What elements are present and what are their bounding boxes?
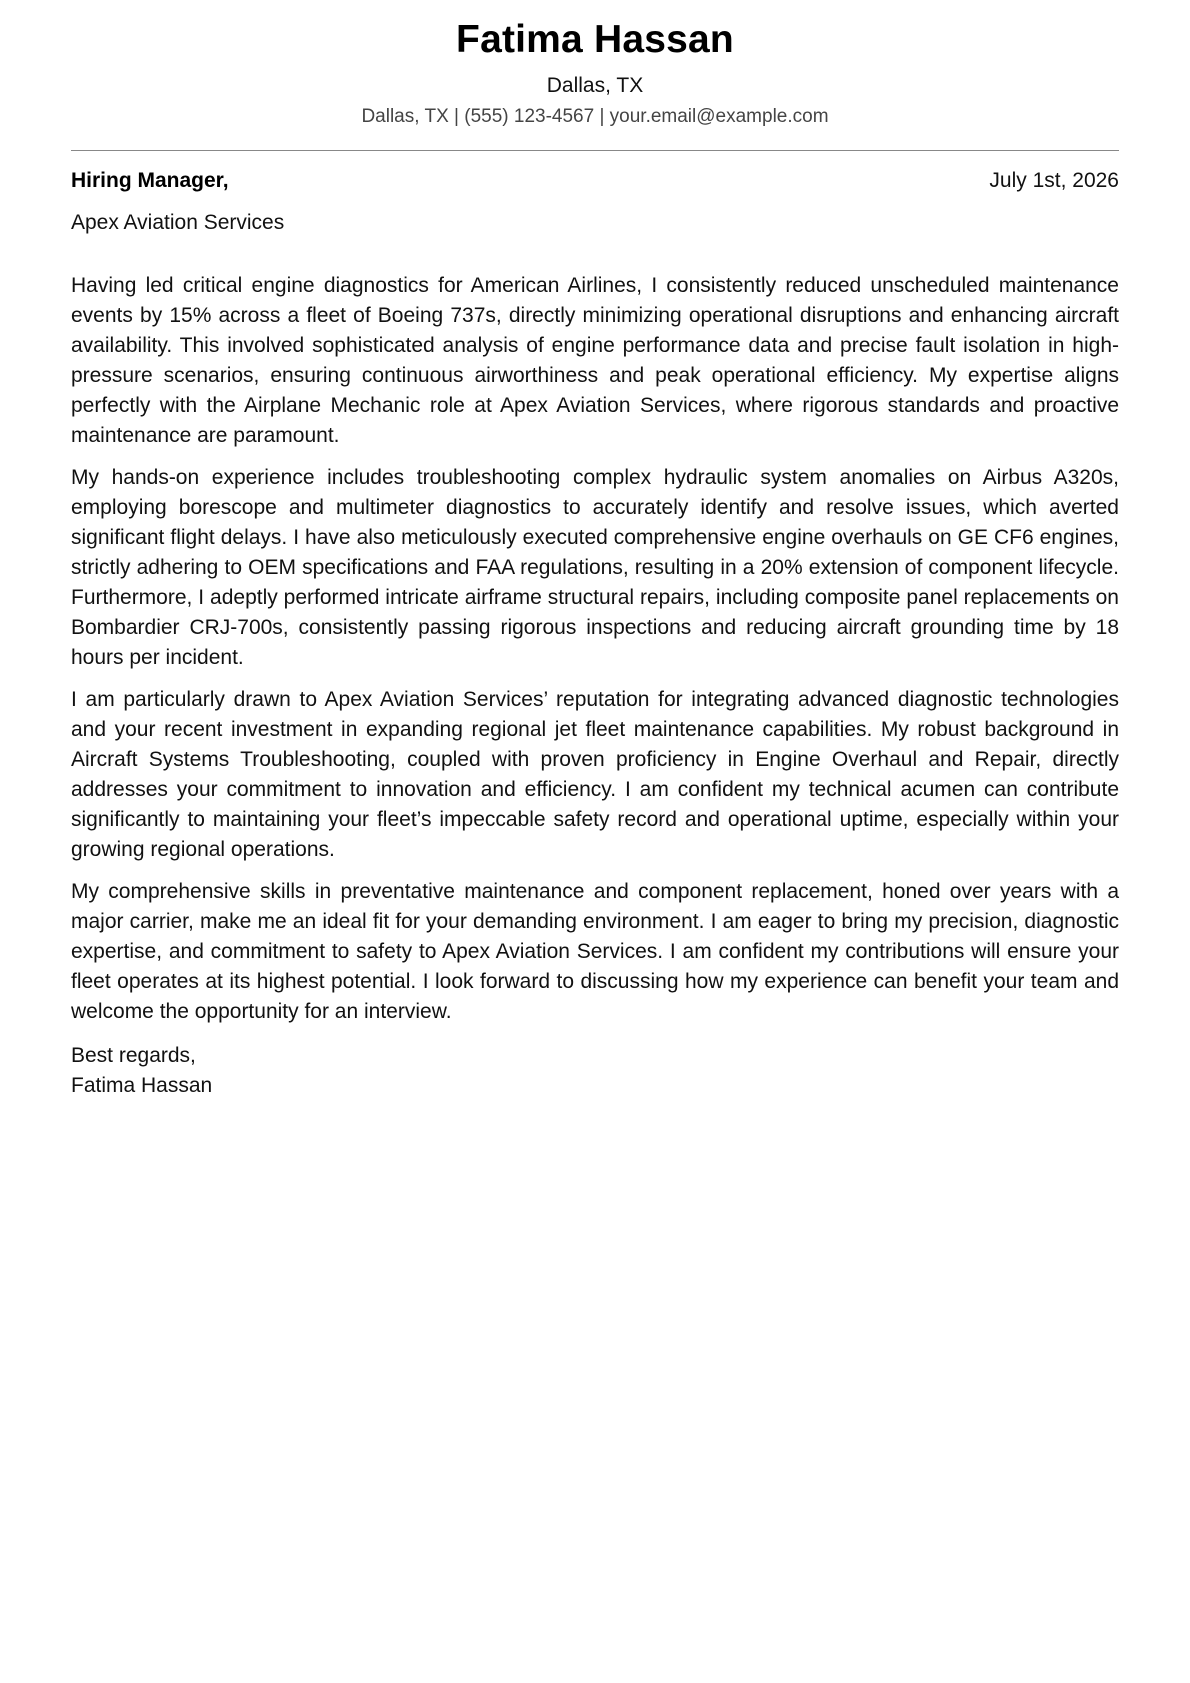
- sign-off: Best regards,: [71, 1044, 196, 1067]
- letter-header: [71, 14, 1119, 130]
- recipient-row: [71, 167, 1119, 195]
- recipient-salutation: Hiring Manager,: [71, 169, 229, 192]
- recipient-company: Apex Aviation Services: [71, 211, 285, 234]
- body-paragraph: Having led critical engine diagnostics for American Airlines, I consistently reduced unscheduled maintenance events by 15% across a fleet of Boeing 737s, directly minimizing operational disruptions and enhancing aircraft availability. This involved sophisticated analysis of engine performance data and precise fault isolation in high-pressure scenarios, ensuring continuous airworthiness and peak operational efficiency. My expertise aligns perfectly with the Airplane Mechanic role at Apex Aviation Services, where rigorous standards and proactive maintenance are paramount.: [71, 274, 1119, 447]
- contact-line: Dallas, TX | (555) 123-4567 | your.email@example.com: [361, 106, 829, 127]
- body-paragraph: My hands-on experience includes troubleshooting complex hydraulic system anomalies on Airbus A320s, employing borescope and multimeter diagnostics to accurately identify and resolve issues, which averted significant flight delays. I have also meticulously executed comprehensive engine overhauls on GE CF6 engines, strictly adhering to OEM specifications and FAA regulations, resulting in a 20% extension of component lifecycle. Furthermore, I adeptly performed intricate airframe structural repairs, including composite panel replacements on Bombardier CRJ-700s, consistently passing rigorous inspections and reducing aircraft grounding time by 18 hours per incident.: [71, 466, 1119, 669]
- applicant-name: Fatima Hassan: [456, 18, 734, 61]
- letter-date: July 1st, 2026: [989, 169, 1119, 192]
- body-paragraph: My comprehensive skills in preventative maintenance and component replacement, honed over years with a major carrier, make me an ideal fit for your demanding environment. I am eager to bring my precision, diagnostic expertise, and commitment to safety to Apex Aviation Services. I am confident my contributions will ensure your fleet operates at its highest potential. I look forward to discussing how my experience can benefit your team and welcome the opportunity for an interview.: [71, 880, 1119, 1023]
- letter-closing: [71, 1041, 1119, 1101]
- header-divider: [71, 150, 1119, 151]
- signature-name: Fatima Hassan: [71, 1074, 213, 1097]
- applicant-location: Dallas, TX: [546, 74, 644, 97]
- body-paragraph: I am particularly drawn to Apex Aviation Services’ reputation for integrating advanced diagnostic technologies and your recent investment in expanding regional jet fleet maintenance capabilities. My robust background in Aircraft Systems Troubleshooting, coupled with proven proficiency in Engine Overhaul and Repair, directly addresses your commitment to innovation and efficiency. I am confident my technical acumen can contribute significantly to maintaining your fleet’s impeccable safety record and operational uptime, especially within your growing regional operations.: [71, 688, 1119, 861]
- letter-body: [71, 271, 1119, 1027]
